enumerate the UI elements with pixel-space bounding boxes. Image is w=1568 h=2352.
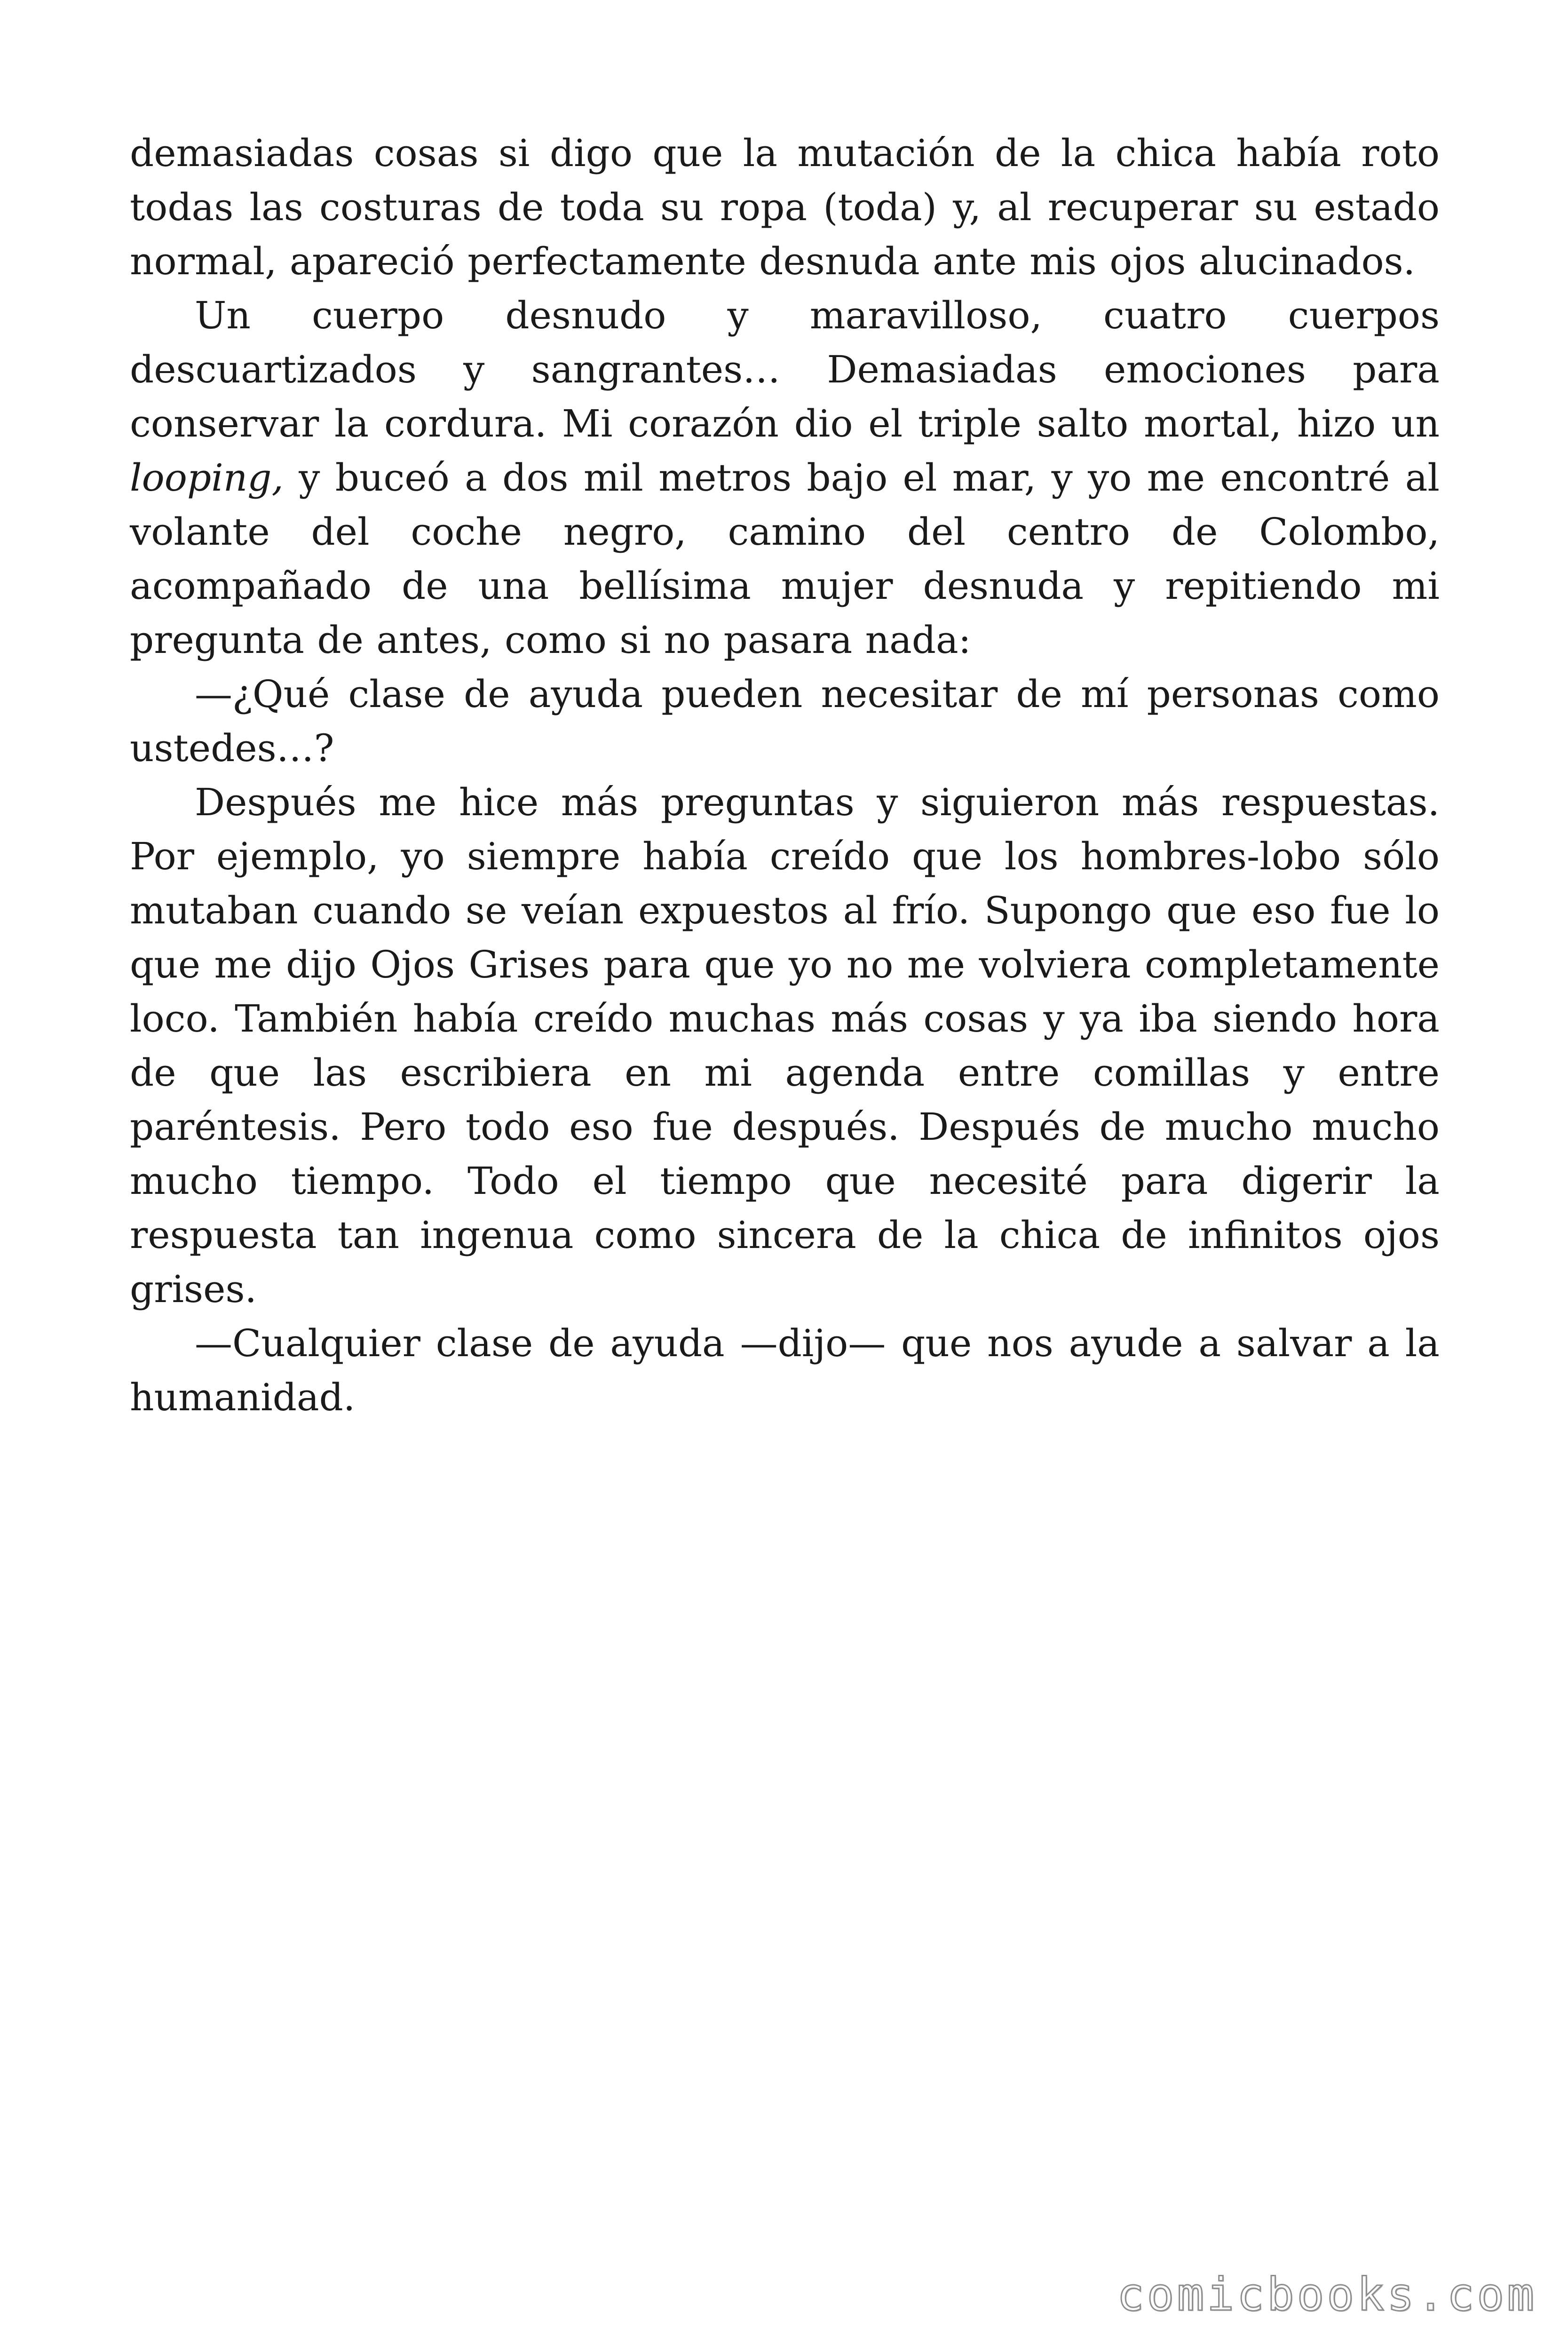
paragraph-continuation: demasiadas cosas si digo que la mutación de la chica había roto todas las costuras de toda su ropa (toda) y, al recuperar su estado normal, apareció perfectamente desnuda ante mis ojos alucinados. — [130, 131, 1440, 283]
dialogue-question: —¿Qué clase de ayuda pueden necesitar de mí personas como ustedes…? — [130, 672, 1440, 770]
watermark-logo: comicbooks.com — [1117, 2268, 1537, 2321]
paragraph-body: Después me hice más preguntas y siguieron más respuestas. Por ejemplo, yo siempre había creído que los hombres-lobo sólo mutaban cuando se veían expuestos al frío. Supongo que eso fue lo que me dijo Ojos Grises para que yo no me volviera completamente loco. También había creído muchas más cosas y ya iba siendo hora de que las escribiera en mi agenda entre comillas y entre paréntesis. Pero todo eso fue después. Después de mucho mucho mucho tiempo. Todo el tiempo que necesité para digerir la respuesta tan ingenua como sincera de la chica de infinitos ojos grises. — [130, 780, 1440, 1311]
dialogue-answer: —Cualquier clase de ayuda —dijo— que nos ayude a salvar a la humanidad. — [130, 1321, 1440, 1419]
paragraph-text-end: y buceó a dos mil metros bajo el mar, y yo me encontré al volante del coche negro, camino del centro de Colombo, acompañado de una bellísima mujer desnuda y repitiendo mi pregunta de antes, como si no pasara nada: — [130, 456, 1440, 662]
body-text — [130, 126, 1440, 1424]
paragraph-body — [130, 288, 1440, 667]
paragraph-text-start: Un cuerpo desnudo y maravilloso, cuatro cuerpos descuartizados y sangrantes… Demasiadas emociones para conservar la cordura. Mi corazón dio el triple salto mortal, hizo un — [130, 294, 1440, 445]
italic-word: looping, — [130, 456, 284, 500]
